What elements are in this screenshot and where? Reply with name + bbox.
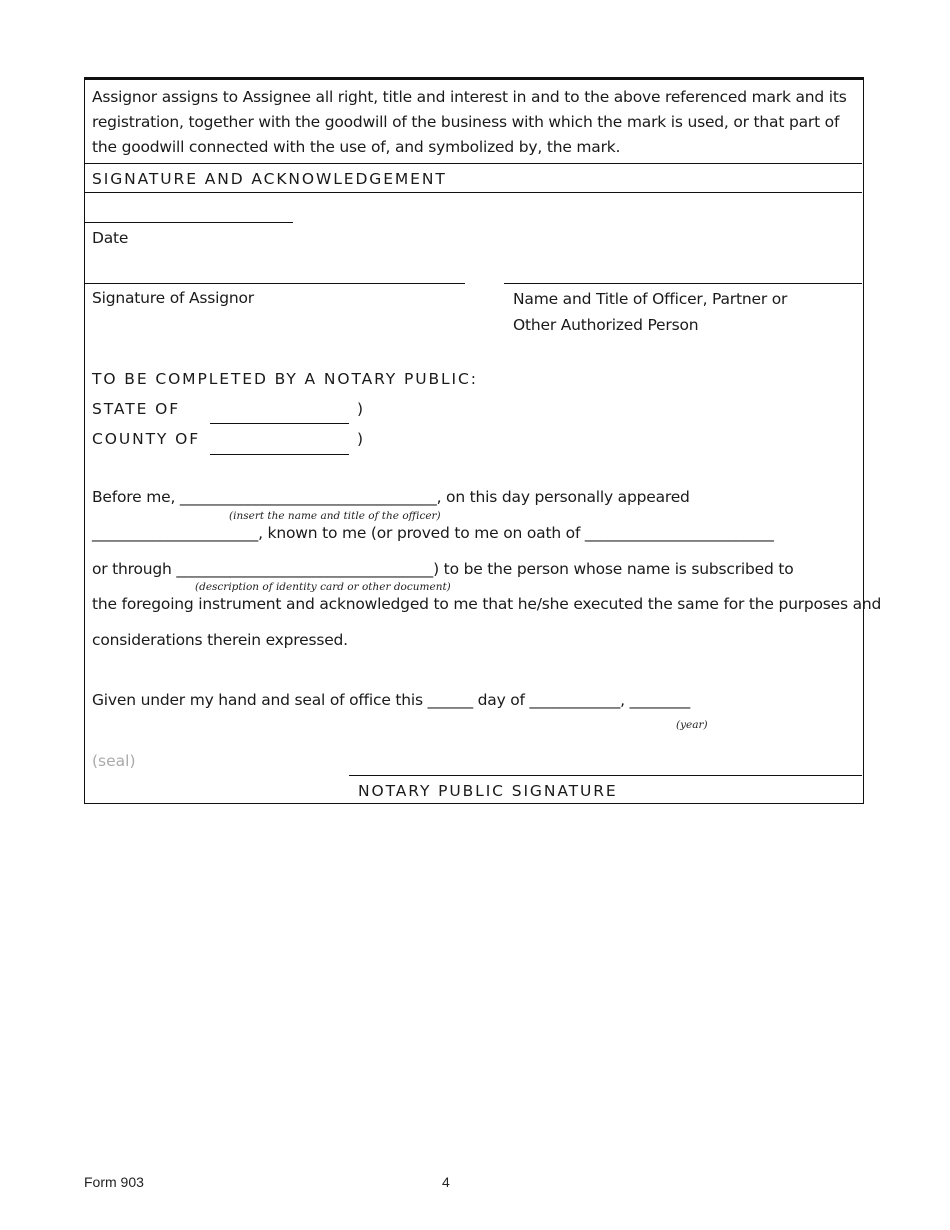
notary-line-considerations: considerations therein expressed. <box>92 631 348 649</box>
divider <box>85 192 862 193</box>
notary-line-through: or through __________________________________) to be the person whose name is subscribed to <box>92 560 794 578</box>
officer-name-line[interactable] <box>504 283 862 284</box>
assignment-form <box>84 77 882 804</box>
seal-placeholder: (seal) <box>92 752 136 770</box>
assignment-statement: Assignor assigns to Assignee all right, title and interest in and to the above referenced mark and its registration, together with the goodwill of the business with which the mark is used, or that part of the goodwill connected with the use of, and symbolized by, the mark. <box>92 88 847 156</box>
notary-line-before-me: Before me, __________________________________, on this day personally appeared <box>92 488 690 506</box>
notary-line-foregoing: the foregoing instrument and acknowledged to me that he/she executed the same for the purposes and <box>92 595 882 613</box>
notary-signature-line[interactable] <box>349 775 862 776</box>
officer-label-line2: Other Authorized Person <box>513 316 699 334</box>
date-signature-line[interactable] <box>85 222 293 223</box>
note-identity: (description of identity card or other document) <box>195 581 451 593</box>
given-line: Given under my hand and seal of office this ______ day of ____________, ________ <box>92 691 690 709</box>
state-field[interactable] <box>210 423 349 424</box>
assignor-signature-line[interactable] <box>85 283 465 284</box>
note-officer: (insert the name and title of the officer) <box>229 510 441 522</box>
page-number: 4 <box>442 1174 450 1190</box>
state-paren: ) <box>357 400 363 418</box>
county-label: COUNTY OF <box>92 430 201 448</box>
signature-section-heading: SIGNATURE AND ACKNOWLEDGEMENT <box>92 170 447 188</box>
county-paren: ) <box>357 430 363 448</box>
notary-heading: TO BE COMPLETED BY A NOTARY PUBLIC: <box>92 370 478 388</box>
officer-label-line1: Name and Title of Officer, Partner or <box>513 290 788 308</box>
state-label: STATE OF <box>92 400 181 418</box>
note-year: (year) <box>676 719 708 731</box>
notary-signature-label: NOTARY PUBLIC SIGNATURE <box>358 782 618 800</box>
date-label: Date <box>92 229 129 247</box>
county-field[interactable] <box>210 454 349 455</box>
assignor-signature-label: Signature of Assignor <box>92 289 254 307</box>
form-name: Form 903 <box>84 1174 144 1190</box>
divider <box>85 163 862 164</box>
notary-line-known: ______________________, known to me (or proved to me on oath of _________________________ <box>92 524 774 542</box>
